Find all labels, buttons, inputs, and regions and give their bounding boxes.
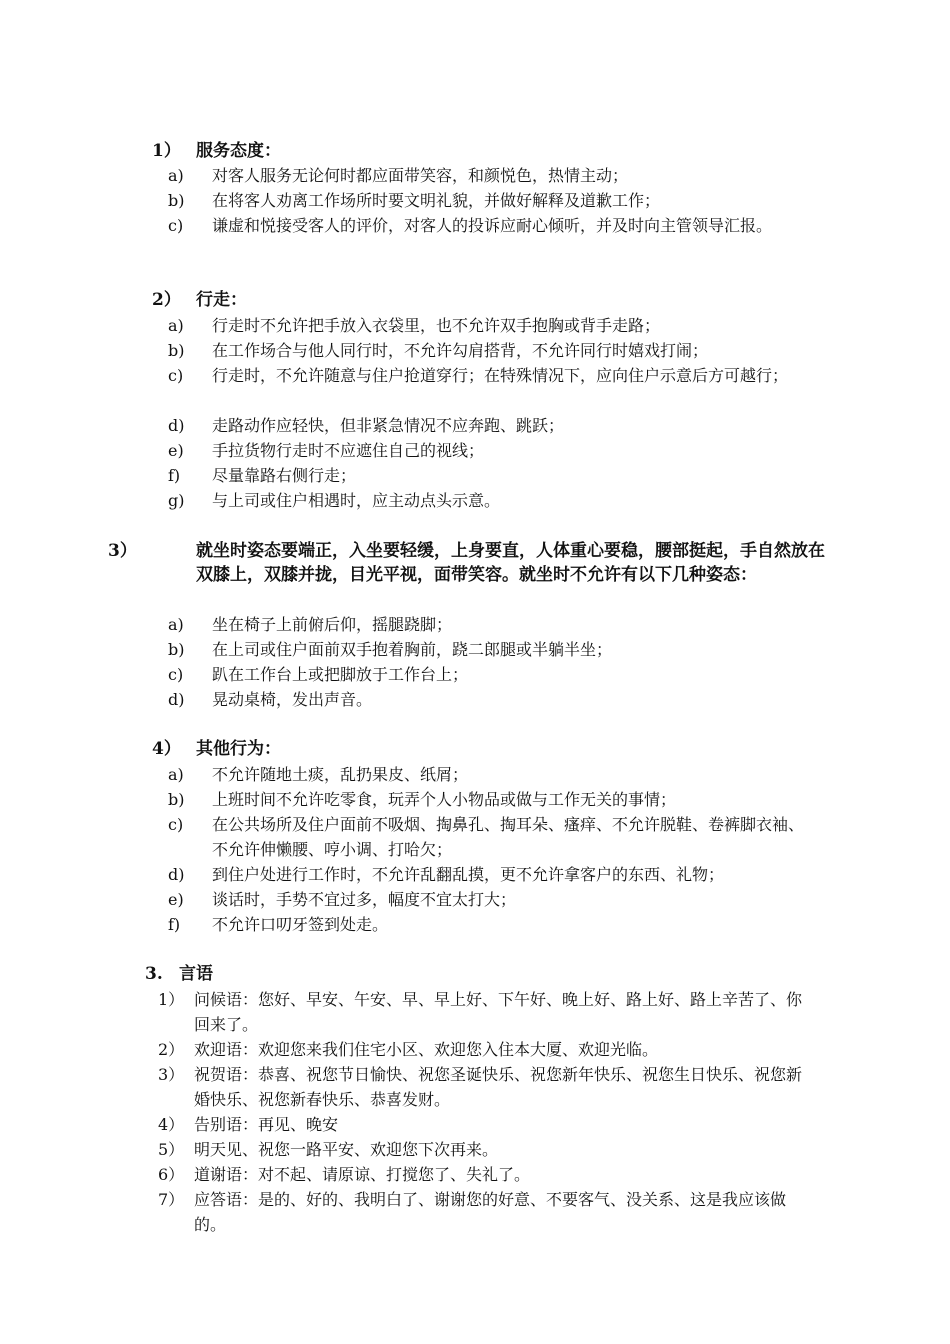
list-item xyxy=(168,313,818,338)
item-text: 趴在工作台上或把脚放于工作台上； xyxy=(212,665,469,684)
item-marker: 1） xyxy=(158,990,185,1009)
item-text: 谈话时，手势不宜过多，幅度不宜太打大； xyxy=(212,890,517,909)
item-text: 祝贺语：恭喜、祝您节日愉快、祝您圣诞快乐、祝您新年快乐、祝您生日快乐、祝您新婚快乐、祝您新春快乐、恭喜发财。 xyxy=(194,1065,803,1109)
item-text: 坐在椅子上前俯后仰，摇腿跷脚； xyxy=(212,615,453,634)
item-text: 行走时，不允许随意与住户抢道穿行；在特殊情况下，应向住户示意后方可越行； xyxy=(212,366,789,385)
list-item xyxy=(168,787,818,812)
section-heading-sitting-posture xyxy=(108,539,836,587)
list-item xyxy=(168,687,818,712)
item-marker: 6） xyxy=(158,1165,185,1184)
item-text: 与上司或住户相遇时，应主动点头示意。 xyxy=(212,491,501,510)
language-item xyxy=(158,1187,814,1237)
language-item xyxy=(158,987,814,1037)
list-item xyxy=(168,887,818,912)
item-marker: f) xyxy=(168,466,181,485)
item-text: 在上司或住户面前双手抱着胸前，跷二郎腿或半躺半坐； xyxy=(212,640,613,659)
list-item xyxy=(168,188,818,213)
item-text: 晃动桌椅，发出声音。 xyxy=(212,690,373,709)
item-marker: 2） xyxy=(158,1040,185,1059)
item-text: 道谢语：对不起、请原谅、打搅您了、失礼了。 xyxy=(194,1165,531,1184)
list-item xyxy=(168,413,818,438)
item-text: 走路动作应轻快，但非紧急情况不应奔跑、跳跃； xyxy=(212,416,565,435)
item-text: 问候语：您好、早安、午安、早、早上好、下午好、晚上好、路上好、路上辛苦了、你回来了。 xyxy=(194,990,803,1034)
language-item xyxy=(158,1137,818,1162)
item-marker: 5） xyxy=(158,1140,185,1159)
chapter-number: 3. xyxy=(145,964,163,984)
item-text: 在公共场所及住户面前不吸烟、掏鼻孔、掏耳朵、瘙痒、不允许脱鞋、卷裤脚衣袖、不允许伸懒腰、哼小调、打哈欠； xyxy=(212,815,805,859)
item-text: 应答语：是的、好的、我明白了、谢谢您的好意、不要客气、没关系、这是我应该做的。 xyxy=(194,1190,787,1234)
item-text: 不允许口叨牙签到处走。 xyxy=(212,915,389,934)
section-heading-walking xyxy=(152,288,247,312)
language-item xyxy=(158,1037,818,1062)
list-item xyxy=(168,488,818,513)
item-text: 手拉货物行走时不应遮住自己的视线； xyxy=(212,441,485,460)
item-marker: c) xyxy=(168,815,184,834)
item-text: 上班时间不允许吃零食，玩弄个人小物品或做与工作无关的事情； xyxy=(212,790,677,809)
item-marker: d) xyxy=(168,690,185,709)
list-item xyxy=(168,463,818,488)
item-text: 欢迎语：欢迎您来我们住宅小区、欢迎您入住本大厦、欢迎光临。 xyxy=(194,1040,659,1059)
item-marker: 7） xyxy=(158,1190,185,1209)
item-text: 在将客人劝离工作场所时要文明礼貌，并做好解释及道歉工作； xyxy=(212,191,661,210)
chapter-heading-language xyxy=(145,962,213,986)
section-heading-other-behavior xyxy=(152,737,281,761)
item-text: 对客人服务无论何时都应面带笑容，和颜悦色，热情主动； xyxy=(212,166,629,185)
section-number: 2） xyxy=(152,290,181,310)
item-marker: e) xyxy=(168,890,184,909)
language-item xyxy=(158,1062,814,1112)
list-item xyxy=(168,637,818,662)
item-marker: e) xyxy=(168,441,184,460)
item-marker: d) xyxy=(168,865,185,884)
item-marker: f) xyxy=(168,915,181,934)
item-text: 到住户处进行工作时，不允许乱翻乱摸，更不允许拿客户的东西、礼物； xyxy=(212,865,725,884)
list-item xyxy=(168,363,808,388)
item-marker: g) xyxy=(168,491,185,510)
list-item xyxy=(168,213,808,238)
item-marker: a) xyxy=(168,765,184,784)
item-text: 行走时不允许把手放入衣袋里，也不允许双手抱胸或背手走路； xyxy=(212,316,661,335)
item-marker: a) xyxy=(168,615,184,634)
item-marker: b) xyxy=(168,191,185,210)
item-marker: d) xyxy=(168,416,185,435)
section-heading-service-attitude xyxy=(152,139,281,163)
item-marker: c) xyxy=(168,216,184,235)
item-marker: b) xyxy=(168,640,185,659)
item-marker: c) xyxy=(168,366,184,385)
chapter-title: 言语 xyxy=(179,964,213,984)
list-item xyxy=(168,862,828,887)
list-item xyxy=(168,612,818,637)
language-item xyxy=(158,1112,818,1137)
item-text: 告别语：再见、晚安 xyxy=(194,1115,339,1134)
list-item xyxy=(168,438,818,463)
item-marker: a) xyxy=(168,166,184,185)
section-title: 就坐时姿态要端正，入坐要轻缓，上身要直，人体重心要稳，腰部挺起，手自然放在双膝上，双膝并拢，目光平视，面带笑容。就坐时不允许有以下几种姿态： xyxy=(196,541,825,585)
section-title: 服务态度： xyxy=(196,141,281,161)
item-text: 在工作场合与他人同行时，不允许勾肩搭背，不允许同行时嬉戏打闹； xyxy=(212,341,709,360)
section-title: 其他行为： xyxy=(196,739,281,759)
item-marker: b) xyxy=(168,341,185,360)
list-item xyxy=(168,662,818,687)
list-item xyxy=(168,338,818,363)
section-title: 行走： xyxy=(196,290,247,310)
section-number: 3） xyxy=(108,541,137,561)
section-number: 4） xyxy=(152,739,181,759)
item-text: 不允许随地土痰，乱扔果皮、纸屑； xyxy=(212,765,469,784)
section-number: 1） xyxy=(152,141,181,161)
list-item xyxy=(168,812,808,862)
item-marker: b) xyxy=(168,790,185,809)
list-item xyxy=(168,163,818,188)
item-text: 明天见、祝您一路平安、欢迎您下次再来。 xyxy=(194,1140,499,1159)
item-marker: 4） xyxy=(158,1115,185,1134)
item-text: 谦虚和悦接受客人的评价，对客人的投诉应耐心倾听，并及时向主管领导汇报。 xyxy=(212,216,773,235)
item-text: 尽量靠路右侧行走； xyxy=(212,466,357,485)
language-item xyxy=(158,1162,818,1187)
list-item xyxy=(168,762,818,787)
list-item xyxy=(168,912,818,937)
item-marker: a) xyxy=(168,316,184,335)
item-marker: 3） xyxy=(158,1065,185,1084)
item-marker: c) xyxy=(168,665,184,684)
